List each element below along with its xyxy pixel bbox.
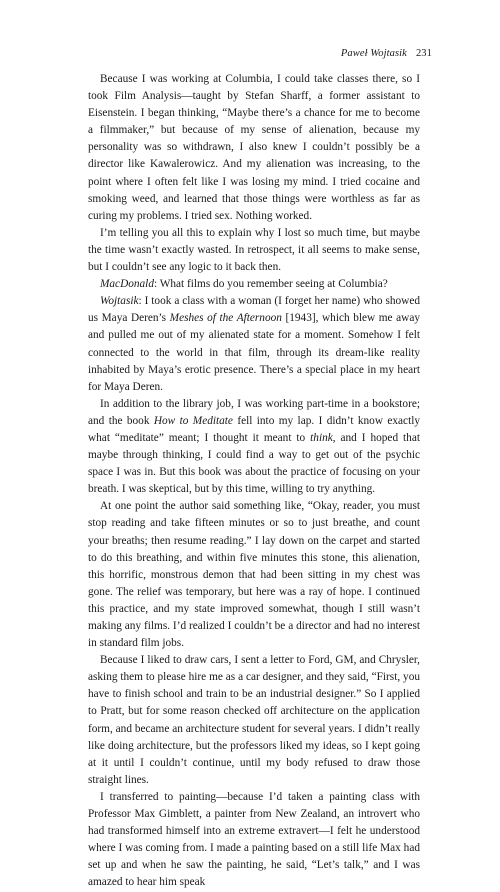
italic-run: think	[310, 431, 333, 444]
paragraph	[88, 71, 420, 225]
italic-run: Wojtasik	[100, 295, 139, 308]
paragraph	[88, 276, 420, 293]
text-run: , and I hoped that maybe through thinking, I could find a way to get out of the psychic space I was in. But this book was about the practice of focusing on your breath. I was skeptical, but by this time, willing to try anything.	[88, 431, 420, 496]
running-head-author: Paweł Wojtasik	[340, 48, 407, 59]
text-run: I transferred to painting—because I’d taken a painting class with Professor Max Gimblett, a painter from New Zealand, an introvert who had transformed himself into an extreme extravert—I felt he understood where I was coming from. I made a painting based on a still life Max had set up and when he saw the painting, he said, “Let’s talk,” and I was amazed to hear him speak	[88, 790, 420, 889]
text-run: fell into my lap. I didn’t know exactly what “meditate” meant; I thought it meant to	[88, 414, 420, 444]
page-number: 231	[415, 48, 432, 59]
text-run: Because I was working at Columbia, I could take classes there, so I took Film Analysis—taught by Stefan Sharff, a former assistant to Eisenstein. I began thinking, “Maybe there’s a chance for me to become a filmmaker,” but because of my sense of alienation, because my personality was so withdrawn, I also knew I couldn’t possibly be a director like Kawalerowicz. And my alienation was increasing, to the point where I often felt like I was losing my mind. I tried cocaine and smoking weed, and learned that those things were worthless as far as curing my problems. I tried sex. Nothing worked.	[88, 73, 420, 222]
text-run: At one point the author said something like, “Okay, reader, you must stop reading and take fifteen minutes or so to just breathe, and count your breaths; then resume reading.” I lay down on the carpet and started to do this breathing, and within five minutes this stone, this alienation, this horrific, monstrous demon that had been sitting in my chest was gone. The relief was temporary, but here was a ray of hope. I continued this practice, and my state improved somewhat, though I still wasn’t making any films. I’d realized I couldn’t be a director and had no interest in standard film jobs.	[88, 500, 420, 650]
text-run: Because I liked to draw cars, I sent a letter to Ford, GM, and Chrysler, asking them to please hire me as a car designer, and they said, “First, you have to finish school and train to be an industrial designer.” So I applied to Pratt, but for some reason checked off architecture on the application form, and became an architecture student for several years. I didn’t really like doing architecture, but the professors liked my ideas, so I kept going at it until I couldn’t continue, until my body refused to draw those straight lines.	[88, 654, 420, 786]
paragraph	[88, 789, 420, 892]
paragraph	[88, 652, 420, 789]
paragraph	[88, 396, 420, 499]
running-head	[341, 48, 432, 59]
italic-run: MacDonald	[100, 278, 154, 291]
paragraph	[88, 225, 420, 276]
paragraph	[88, 498, 420, 652]
body-text	[88, 71, 420, 892]
italic-run: Meshes of the Afternoon	[169, 312, 282, 325]
italic-run: How to Meditate	[153, 414, 233, 427]
text-run: : I took a class with a woman (I forget her name) who showed us Maya Deren’s	[88, 295, 420, 325]
paragraph	[88, 293, 420, 396]
text-run: [1943], which blew me away and pulled me out of my alienated state for a moment. Somehow I felt connected to the world in that film, through its dream-like reality inhabited by Maya’s erotic presence. There’s a special place in my heart for Maya Deren.	[88, 312, 420, 393]
text-run: : What films do you remember seeing at Columbia?	[153, 278, 388, 291]
text-run: In addition to the library job, I was working part-time in a bookstore; and the book	[88, 397, 420, 427]
text-run: I’m telling you all this to explain why I lost so much time, but maybe the time wasn’t exactly wasted. In retrospect, it all seems to make sense, but I couldn’t see any logic to it back then.	[88, 226, 420, 274]
